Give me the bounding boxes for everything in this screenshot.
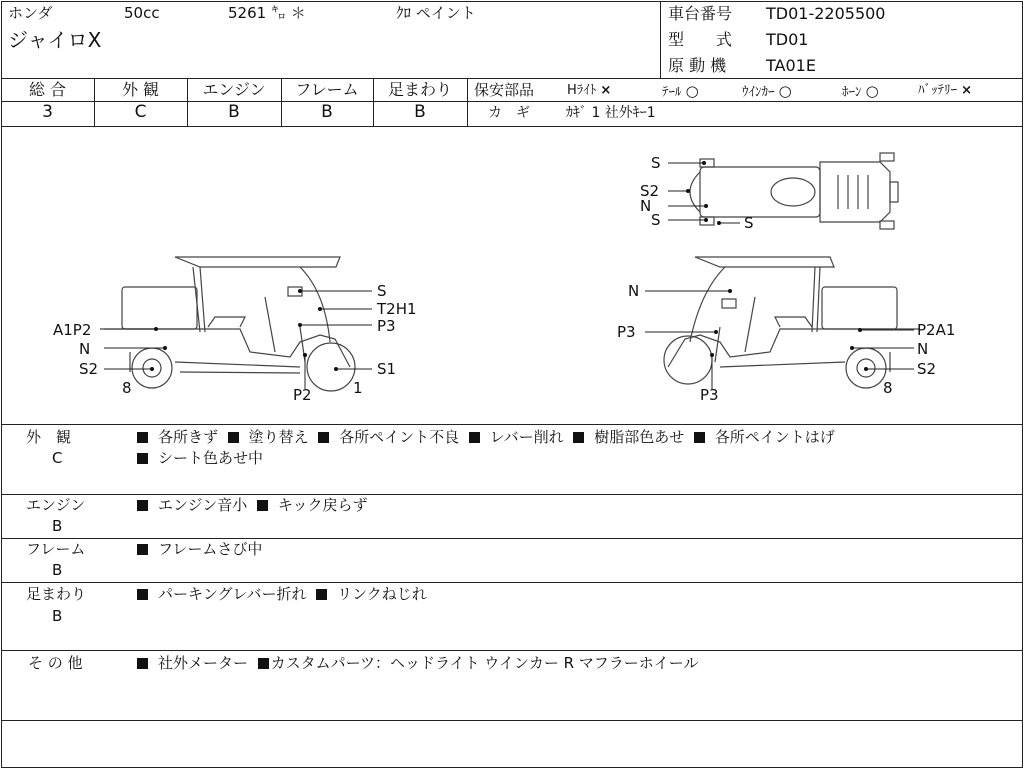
divider [1,650,1023,651]
divider [1,424,1023,425]
label-left-s1: S1 [377,360,397,378]
safety-headlight: Hﾗｲﾄ × [567,83,612,98]
grade-exterior: C [134,102,147,122]
maker: ホンダ [8,4,53,22]
label-left-s: S [377,282,387,300]
note-other-line1: 社外メーター カスタムパーツ：ヘッドライト ウインカー R マフラーホイール [137,656,699,671]
displacement: 50cc [124,4,160,22]
label-top-s3: S [651,211,661,229]
note-engine-line1: エンジン音小 キック戻らず [137,498,368,513]
grade-suspension: B [414,102,426,122]
note-exterior-line2: シート色あせ中 [137,451,263,466]
label-left-t2h1: T2H1 [377,300,417,318]
note-label-engine: エンジン [26,496,86,514]
safety-tail: ﾃｰﾙ ○ [662,82,699,100]
divider [467,78,468,126]
safety-horn: ﾎｰﾝ ○ [842,82,879,100]
key-value: ｶｷﾞ 1 社外ｷｰ1 [566,105,656,121]
safety-winker: ｳｲﾝｶｰ ○ [742,82,792,100]
divider [1,78,1023,79]
engine-label: 原 動 機 [668,56,727,75]
note-grade-frame: B [52,561,63,579]
note-frame-line1: フレームさび中 [137,542,262,557]
divider [1,720,1023,721]
label-left-n: N [79,340,91,358]
top-view-outline [690,153,898,229]
type-label: 型 式 [668,30,733,49]
divider [1,538,1023,539]
divider [1,101,1023,102]
note-label-other: そ の 他 [28,654,83,672]
label-right-p3b: P3 [700,386,719,404]
label-left-1: 1 [353,379,363,397]
safety-battery: ﾊﾞｯﾃﾘｰ × [918,83,973,98]
divider [1,582,1023,583]
model-name: ジャイロX [8,28,102,52]
marker-dots [150,161,868,371]
safety-label: 保安部品 [474,81,535,99]
grade-header-engine: エンジン [202,80,266,99]
vehicle-diagram [0,127,1024,423]
note-label-suspension: 足まわり [26,585,87,603]
note-suspension-line1: パーキングレバー折れ リンクねじれ [137,587,427,602]
grade-header-frame: フレーム [295,80,359,99]
grade-frame: B [321,102,333,122]
note-grade-engine: B [52,517,63,535]
note-exterior-line1: 各所きず 塗り替え 各所ペイント不良 レバー削れ 樹脂部色あせ 各所ペイントはげ [137,430,835,445]
label-right-n2: N [917,340,929,358]
divider [1,494,1023,495]
note-grade-suspension: B [52,607,63,625]
label-top-s2: S2 [640,182,660,200]
chassis-value: TD01-2205500 [766,4,886,23]
note-label-frame: フレーム [26,540,86,558]
label-left-s2: S2 [79,360,99,378]
color: ｸﾛ ペイント [396,4,476,22]
key-label: カ ギ [488,105,530,121]
note-label-exterior: 外 観 [26,428,72,446]
engine-value: TA01E [766,56,816,75]
grade-overall: 3 [42,102,53,122]
label-left-a1p2: A1P2 [53,321,92,339]
note-grade-exterior: C [52,449,63,467]
label-right-s2: S2 [917,360,937,378]
right-view-outline [664,257,920,388]
chassis-label: 車台番号 [668,4,733,23]
grade-header-overall: 総 合 [28,80,67,99]
label-left-p3: P3 [377,317,396,335]
grade-header-exterior: 外 観 [121,80,160,99]
grade-header-suspension: 足まわり [387,80,452,99]
label-right-p2a1: P2A1 [917,321,956,339]
label-left-8: 8 [122,379,132,397]
mileage: 5261 ㌔ ＊ [228,4,306,22]
type-value: TD01 [766,30,809,49]
label-top-s1: S [651,154,661,172]
label-top-s4: S [744,214,754,232]
left-view-outline [100,257,355,391]
label-top-n: N [640,197,652,215]
leader-lines [104,163,914,389]
grade-engine: B [228,102,240,122]
label-right-p3: P3 [617,323,636,341]
label-right-n: N [628,282,640,300]
divider [660,1,661,78]
label-right-8: 8 [883,379,893,397]
label-left-p2: P2 [293,386,312,404]
